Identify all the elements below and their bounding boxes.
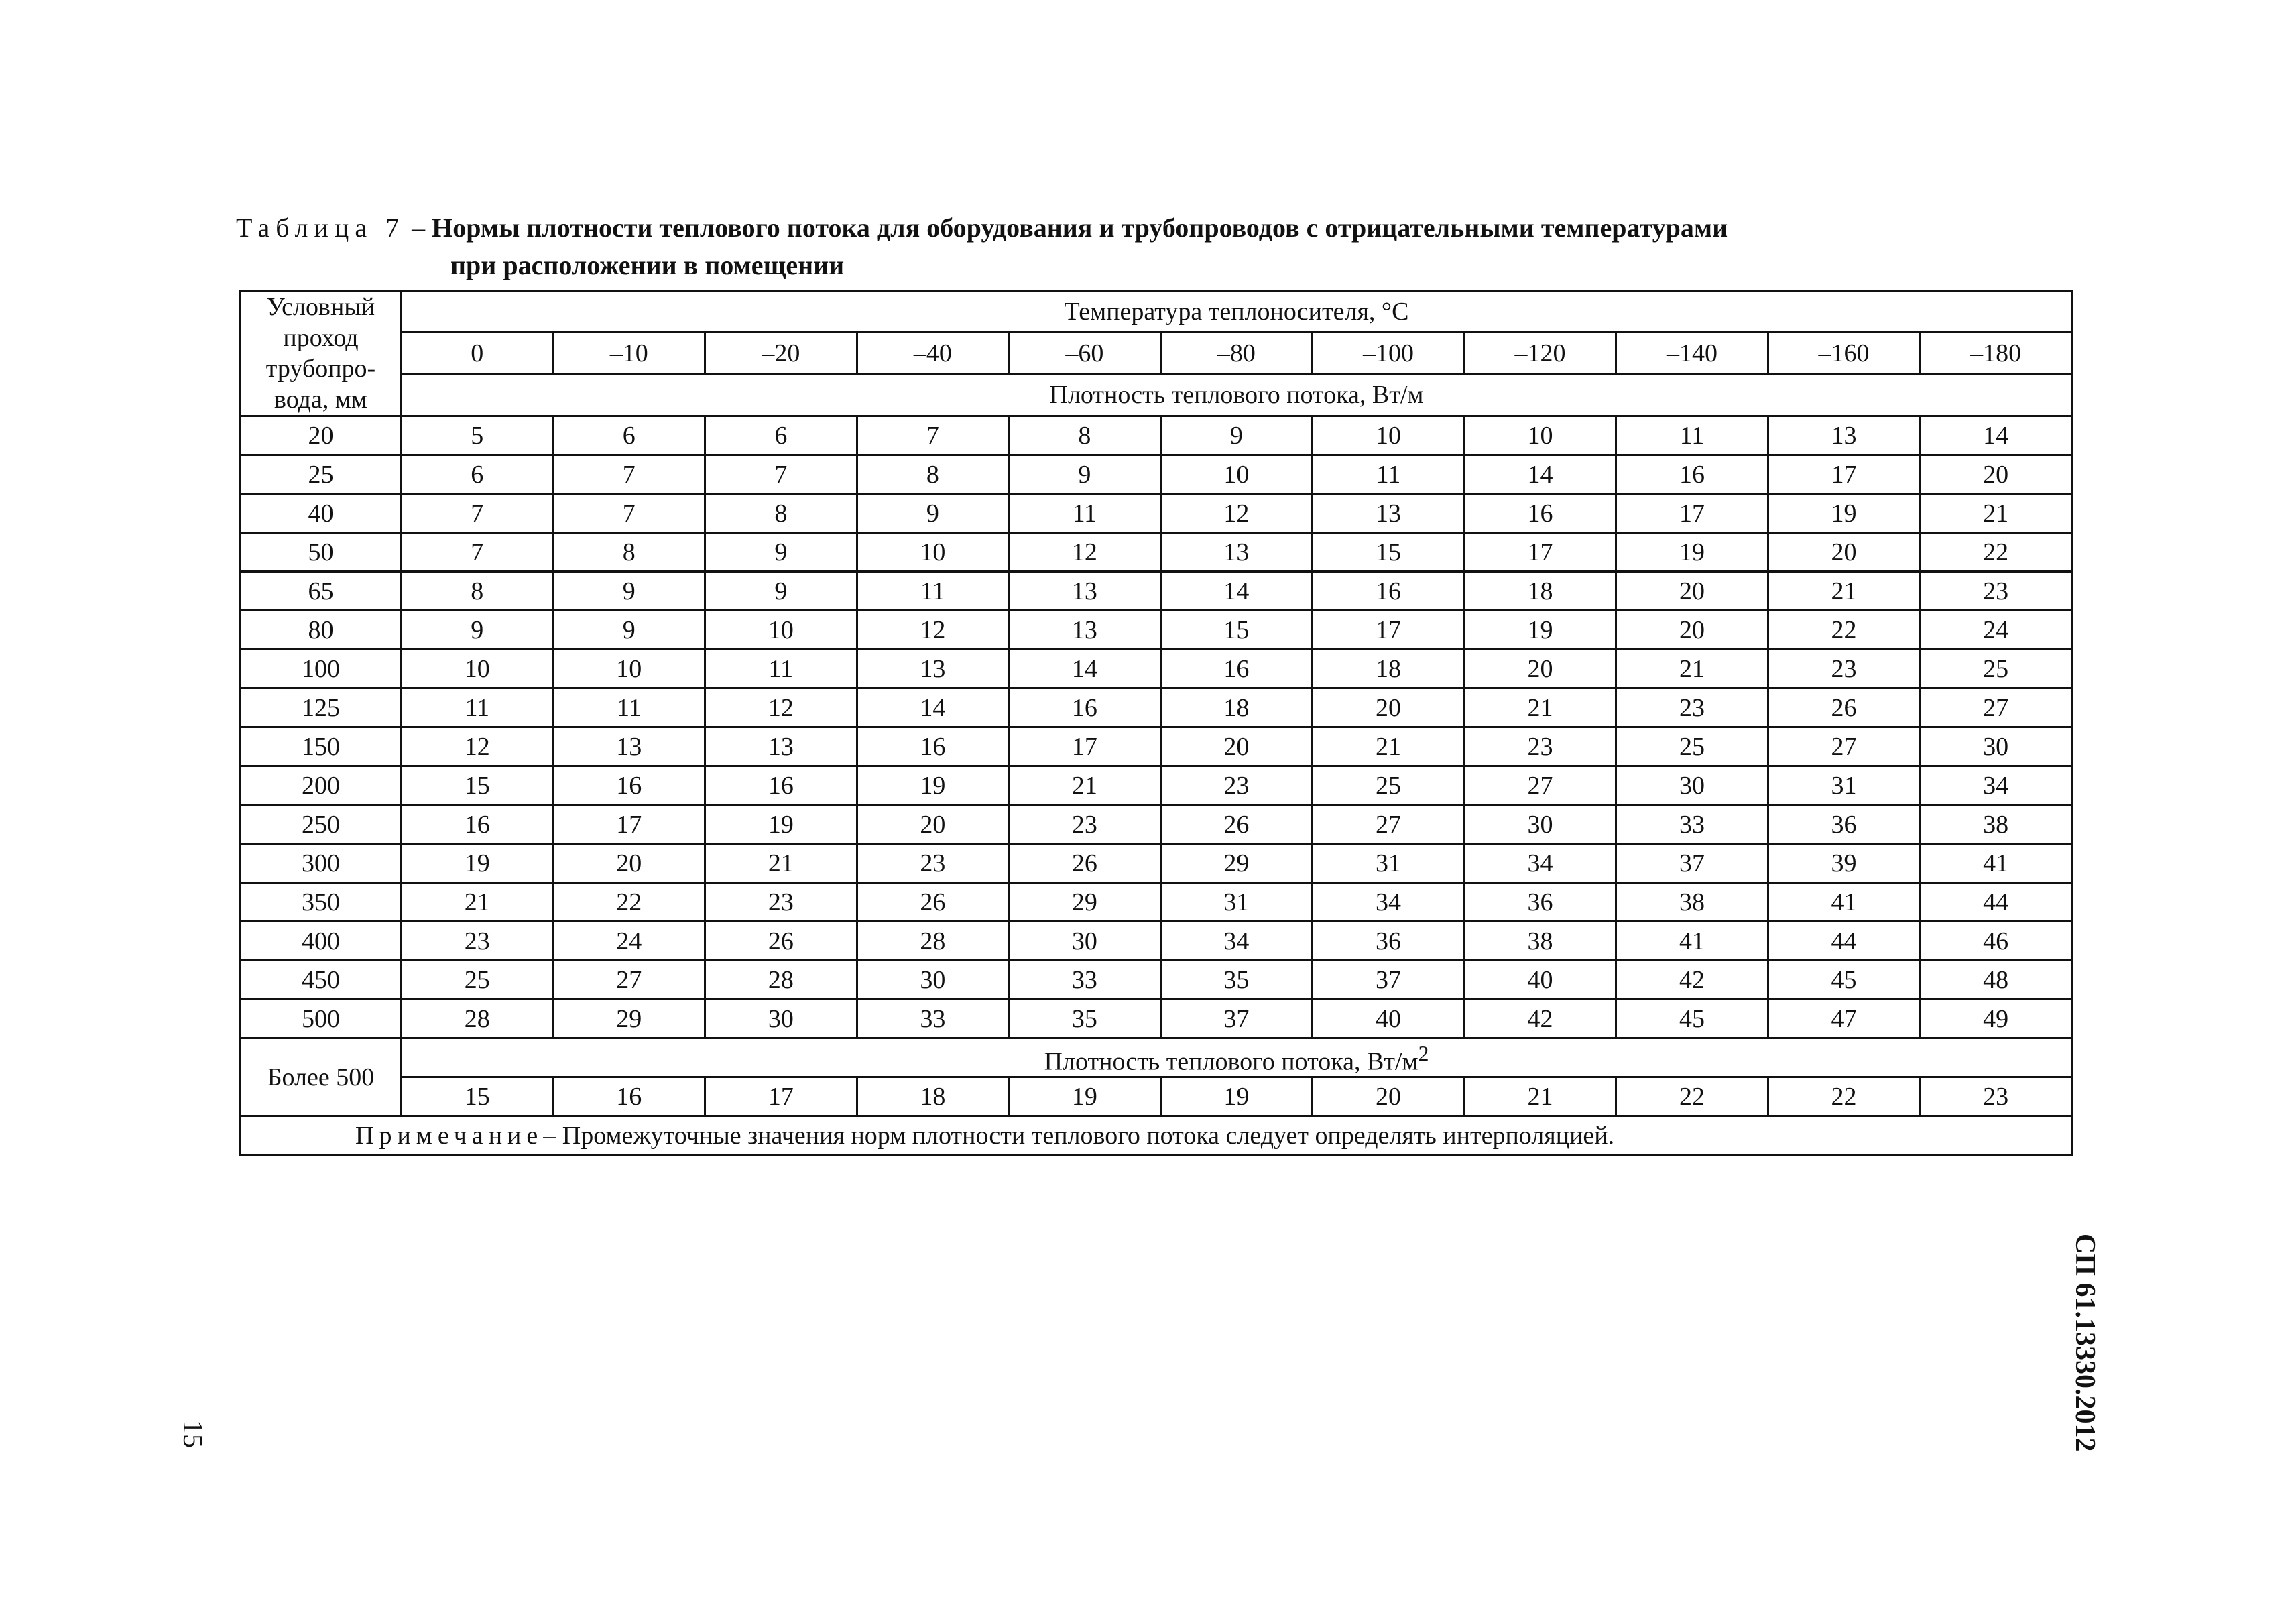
value-cell: 27 bbox=[1920, 688, 2072, 727]
value-cell: 14 bbox=[1160, 572, 1313, 611]
diameter-cell: 250 bbox=[241, 805, 402, 844]
value-cell: 19 bbox=[1768, 494, 1920, 533]
value-cell: 30 bbox=[857, 961, 1009, 1000]
over-value-cell: 18 bbox=[857, 1077, 1009, 1116]
value-cell: 44 bbox=[1920, 883, 2072, 922]
value-cell: 35 bbox=[1160, 961, 1313, 1000]
value-cell: 22 bbox=[553, 883, 705, 922]
value-cell: 27 bbox=[553, 961, 705, 1000]
value-cell: 13 bbox=[1313, 494, 1465, 533]
value-cell: 41 bbox=[1920, 844, 2072, 883]
value-cell: 5 bbox=[402, 416, 554, 455]
value-cell: 11 bbox=[1616, 416, 1768, 455]
table-caption bbox=[236, 209, 1979, 284]
value-cell: 13 bbox=[705, 727, 857, 766]
note-text: – Промежуточные значения норм плотности теплового потока следует определять интерполяцией. bbox=[543, 1121, 1615, 1150]
over-value-cell: 17 bbox=[705, 1077, 857, 1116]
table-row bbox=[241, 844, 2072, 883]
value-cell: 45 bbox=[1616, 1000, 1768, 1038]
value-cell: 36 bbox=[1464, 883, 1616, 922]
caption-title-line1: Нормы плотности теплового потока для оборудования и трубопроводов с отрицательными температурами bbox=[432, 213, 1728, 243]
stub-header-text: Условный проход трубопро-вода, мм bbox=[265, 293, 376, 414]
value-cell: 39 bbox=[1768, 844, 1920, 883]
value-cell: 19 bbox=[857, 766, 1009, 805]
unit-area-text: Плотность теплового потока, Вт/м bbox=[1044, 1047, 1418, 1076]
value-cell: 10 bbox=[553, 650, 705, 688]
value-cell: 9 bbox=[705, 572, 857, 611]
diameter-cell: 500 bbox=[241, 1000, 402, 1038]
value-cell: 30 bbox=[1616, 766, 1768, 805]
value-cell: 16 bbox=[1160, 650, 1313, 688]
value-cell: 12 bbox=[705, 688, 857, 727]
document-code: СП 61.13330.2012 bbox=[2069, 1234, 2100, 1452]
value-cell: 45 bbox=[1768, 961, 1920, 1000]
diameter-cell: 20 bbox=[241, 416, 402, 455]
over-value-cell: 19 bbox=[1160, 1077, 1313, 1116]
value-cell: 30 bbox=[1464, 805, 1616, 844]
value-cell: 35 bbox=[1009, 1000, 1161, 1038]
value-cell: 6 bbox=[402, 455, 554, 494]
value-cell: 11 bbox=[705, 650, 857, 688]
value-cell: 30 bbox=[1920, 727, 2072, 766]
value-cell: 11 bbox=[402, 688, 554, 727]
diameter-cell: 65 bbox=[241, 572, 402, 611]
value-cell: 16 bbox=[1616, 455, 1768, 494]
value-cell: 10 bbox=[1464, 416, 1616, 455]
temp-cell: –40 bbox=[857, 333, 1009, 374]
value-cell: 10 bbox=[1160, 455, 1313, 494]
diameter-cell: 350 bbox=[241, 883, 402, 922]
value-cell: 13 bbox=[1160, 533, 1313, 572]
value-cell: 13 bbox=[553, 727, 705, 766]
value-cell: 17 bbox=[1768, 455, 1920, 494]
heat-flux-table bbox=[239, 290, 2073, 1156]
value-cell: 7 bbox=[705, 455, 857, 494]
value-cell: 30 bbox=[705, 1000, 857, 1038]
temp-cell: –80 bbox=[1160, 333, 1313, 374]
value-cell: 16 bbox=[402, 805, 554, 844]
value-cell: 36 bbox=[1313, 922, 1465, 961]
value-cell: 17 bbox=[553, 805, 705, 844]
caption-dash: – bbox=[405, 213, 432, 243]
value-cell: 21 bbox=[1464, 688, 1616, 727]
over-value-cell: 22 bbox=[1616, 1077, 1768, 1116]
value-cell: 17 bbox=[1313, 611, 1465, 650]
value-cell: 11 bbox=[1313, 455, 1465, 494]
value-cell: 8 bbox=[857, 455, 1009, 494]
value-cell: 12 bbox=[1160, 494, 1313, 533]
value-cell: 26 bbox=[705, 922, 857, 961]
value-cell: 16 bbox=[1009, 688, 1161, 727]
unit-linear-cell: Плотность теплового потока, Вт/м bbox=[402, 374, 2072, 416]
value-cell: 23 bbox=[1768, 650, 1920, 688]
value-cell: 34 bbox=[1160, 922, 1313, 961]
value-cell: 17 bbox=[1464, 533, 1616, 572]
value-cell: 25 bbox=[1920, 650, 2072, 688]
diameter-cell: 200 bbox=[241, 766, 402, 805]
value-cell: 16 bbox=[553, 766, 705, 805]
value-cell: 25 bbox=[1616, 727, 1768, 766]
value-cell: 33 bbox=[1009, 961, 1161, 1000]
value-cell: 36 bbox=[1768, 805, 1920, 844]
diameter-cell: 300 bbox=[241, 844, 402, 883]
value-cell: 33 bbox=[1616, 805, 1768, 844]
value-cell: 14 bbox=[1009, 650, 1161, 688]
value-cell: 6 bbox=[705, 416, 857, 455]
value-cell: 21 bbox=[402, 883, 554, 922]
note-label: Примечание bbox=[355, 1121, 544, 1150]
over-value-cell: 16 bbox=[553, 1077, 705, 1116]
temp-cell: –120 bbox=[1464, 333, 1616, 374]
header-row-temperature bbox=[241, 291, 2072, 333]
caption-title-line2: при расположении в помещении bbox=[450, 250, 845, 280]
value-cell: 8 bbox=[1009, 416, 1161, 455]
over-label-text: Более 500 bbox=[267, 1063, 375, 1091]
value-cell: 14 bbox=[1464, 455, 1616, 494]
value-cell: 21 bbox=[1009, 766, 1161, 805]
value-cell: 28 bbox=[857, 922, 1009, 961]
value-cell: 9 bbox=[553, 572, 705, 611]
value-cell: 37 bbox=[1313, 961, 1465, 1000]
value-cell: 29 bbox=[553, 1000, 705, 1038]
value-cell: 10 bbox=[705, 611, 857, 650]
table-row bbox=[241, 961, 2072, 1000]
diameter-cell: 40 bbox=[241, 494, 402, 533]
temp-cell: –160 bbox=[1768, 333, 1920, 374]
value-cell: 38 bbox=[1616, 883, 1768, 922]
value-cell: 19 bbox=[705, 805, 857, 844]
value-cell: 24 bbox=[1920, 611, 2072, 650]
value-cell: 19 bbox=[1464, 611, 1616, 650]
value-cell: 7 bbox=[402, 533, 554, 572]
value-cell: 23 bbox=[1464, 727, 1616, 766]
over-value-cell: 23 bbox=[1920, 1077, 2072, 1116]
table-row bbox=[241, 416, 2072, 455]
value-cell: 23 bbox=[1009, 805, 1161, 844]
over-value-cell: 19 bbox=[1009, 1077, 1161, 1116]
value-cell: 22 bbox=[1768, 611, 1920, 650]
value-cell: 14 bbox=[857, 688, 1009, 727]
over-label-cell bbox=[241, 1038, 402, 1116]
value-cell: 7 bbox=[402, 494, 554, 533]
value-cell: 26 bbox=[857, 883, 1009, 922]
value-cell: 11 bbox=[857, 572, 1009, 611]
value-cell: 9 bbox=[705, 533, 857, 572]
value-cell: 9 bbox=[857, 494, 1009, 533]
over-value-cell: 15 bbox=[402, 1077, 554, 1116]
value-cell: 31 bbox=[1160, 883, 1313, 922]
value-cell: 38 bbox=[1464, 922, 1616, 961]
value-cell: 25 bbox=[402, 961, 554, 1000]
value-cell: 21 bbox=[1616, 650, 1768, 688]
over-unit-row bbox=[241, 1038, 2072, 1077]
value-cell: 15 bbox=[1313, 533, 1465, 572]
value-cell: 7 bbox=[553, 455, 705, 494]
value-cell: 28 bbox=[705, 961, 857, 1000]
value-cell: 26 bbox=[1009, 844, 1161, 883]
value-cell: 7 bbox=[553, 494, 705, 533]
value-cell: 42 bbox=[1464, 1000, 1616, 1038]
value-cell: 18 bbox=[1313, 650, 1465, 688]
value-cell: 41 bbox=[1616, 922, 1768, 961]
value-cell: 22 bbox=[1920, 533, 2072, 572]
page-number: 15 bbox=[177, 1420, 208, 1448]
value-cell: 28 bbox=[402, 1000, 554, 1038]
value-cell: 7 bbox=[857, 416, 1009, 455]
value-cell: 20 bbox=[1920, 455, 2072, 494]
value-cell: 31 bbox=[1313, 844, 1465, 883]
value-cell: 47 bbox=[1768, 1000, 1920, 1038]
value-cell: 12 bbox=[1009, 533, 1161, 572]
value-cell: 29 bbox=[1160, 844, 1313, 883]
value-cell: 18 bbox=[1464, 572, 1616, 611]
table-row bbox=[241, 455, 2072, 494]
value-cell: 34 bbox=[1464, 844, 1616, 883]
header-row-temps bbox=[241, 333, 2072, 374]
diameter-cell: 50 bbox=[241, 533, 402, 572]
value-cell: 27 bbox=[1768, 727, 1920, 766]
value-cell: 20 bbox=[1160, 727, 1313, 766]
value-cell: 49 bbox=[1920, 1000, 2072, 1038]
table-row bbox=[241, 533, 2072, 572]
value-cell: 20 bbox=[553, 844, 705, 883]
value-cell: 23 bbox=[1616, 688, 1768, 727]
table-row bbox=[241, 805, 2072, 844]
value-cell: 13 bbox=[1009, 611, 1161, 650]
table-row bbox=[241, 572, 2072, 611]
value-cell: 23 bbox=[705, 883, 857, 922]
over-value-cell: 21 bbox=[1464, 1077, 1616, 1116]
temp-cell: –100 bbox=[1313, 333, 1465, 374]
diameter-cell: 125 bbox=[241, 688, 402, 727]
value-cell: 23 bbox=[857, 844, 1009, 883]
value-cell: 8 bbox=[402, 572, 554, 611]
table-row bbox=[241, 650, 2072, 688]
value-cell: 11 bbox=[1009, 494, 1161, 533]
value-cell: 17 bbox=[1616, 494, 1768, 533]
value-cell: 37 bbox=[1160, 1000, 1313, 1038]
value-cell: 10 bbox=[857, 533, 1009, 572]
value-cell: 34 bbox=[1313, 883, 1465, 922]
unit-area-sup: 2 bbox=[1418, 1041, 1429, 1065]
value-cell: 26 bbox=[1768, 688, 1920, 727]
value-cell: 13 bbox=[857, 650, 1009, 688]
value-cell: 13 bbox=[1009, 572, 1161, 611]
value-cell: 20 bbox=[1616, 611, 1768, 650]
temp-cell: –60 bbox=[1009, 333, 1161, 374]
value-cell: 26 bbox=[1160, 805, 1313, 844]
value-cell: 16 bbox=[857, 727, 1009, 766]
value-cell: 16 bbox=[705, 766, 857, 805]
value-cell: 20 bbox=[857, 805, 1009, 844]
value-cell: 27 bbox=[1464, 766, 1616, 805]
value-cell: 9 bbox=[402, 611, 554, 650]
table-row bbox=[241, 727, 2072, 766]
caption-label: Таблица 7 bbox=[236, 213, 406, 243]
table-row bbox=[241, 922, 2072, 961]
over-value-cell: 20 bbox=[1313, 1077, 1465, 1116]
value-cell: 9 bbox=[1009, 455, 1161, 494]
value-cell: 20 bbox=[1464, 650, 1616, 688]
value-cell: 6 bbox=[553, 416, 705, 455]
table-body bbox=[241, 291, 2072, 1155]
value-cell: 19 bbox=[402, 844, 554, 883]
diameter-cell: 450 bbox=[241, 961, 402, 1000]
note-cell bbox=[241, 1116, 2072, 1155]
table-row bbox=[241, 494, 2072, 533]
value-cell: 15 bbox=[402, 766, 554, 805]
diameter-cell: 150 bbox=[241, 727, 402, 766]
table-row bbox=[241, 1000, 2072, 1038]
diameter-cell: 25 bbox=[241, 455, 402, 494]
diameter-cell: 100 bbox=[241, 650, 402, 688]
value-cell: 16 bbox=[1313, 572, 1465, 611]
value-cell: 27 bbox=[1313, 805, 1465, 844]
value-cell: 48 bbox=[1920, 961, 2072, 1000]
value-cell: 19 bbox=[1616, 533, 1768, 572]
value-cell: 31 bbox=[1768, 766, 1920, 805]
value-cell: 23 bbox=[1920, 572, 2072, 611]
value-cell: 41 bbox=[1768, 883, 1920, 922]
temp-cell: –180 bbox=[1920, 333, 2072, 374]
value-cell: 21 bbox=[1313, 727, 1465, 766]
value-cell: 10 bbox=[402, 650, 554, 688]
table-row bbox=[241, 766, 2072, 805]
value-cell: 12 bbox=[402, 727, 554, 766]
value-cell: 11 bbox=[553, 688, 705, 727]
value-cell: 21 bbox=[1768, 572, 1920, 611]
value-cell: 46 bbox=[1920, 922, 2072, 961]
table-row bbox=[241, 611, 2072, 650]
value-cell: 29 bbox=[1009, 883, 1161, 922]
over-value-cell: 22 bbox=[1768, 1077, 1920, 1116]
value-cell: 23 bbox=[402, 922, 554, 961]
stub-header-cell bbox=[241, 291, 402, 416]
value-cell: 20 bbox=[1768, 533, 1920, 572]
value-cell: 9 bbox=[1160, 416, 1313, 455]
value-cell: 20 bbox=[1313, 688, 1465, 727]
value-cell: 21 bbox=[1920, 494, 2072, 533]
value-cell: 44 bbox=[1768, 922, 1920, 961]
diameter-cell: 400 bbox=[241, 922, 402, 961]
temperature-header-cell: Температура теплоносителя, °С bbox=[402, 291, 2072, 333]
table-row bbox=[241, 688, 2072, 727]
value-cell: 21 bbox=[705, 844, 857, 883]
value-cell: 9 bbox=[553, 611, 705, 650]
value-cell: 14 bbox=[1920, 416, 2072, 455]
value-cell: 40 bbox=[1464, 961, 1616, 1000]
note-row bbox=[241, 1116, 2072, 1155]
value-cell: 37 bbox=[1616, 844, 1768, 883]
value-cell: 34 bbox=[1920, 766, 2072, 805]
value-cell: 38 bbox=[1920, 805, 2072, 844]
value-cell: 8 bbox=[553, 533, 705, 572]
value-cell: 16 bbox=[1464, 494, 1616, 533]
value-cell: 15 bbox=[1160, 611, 1313, 650]
value-cell: 12 bbox=[857, 611, 1009, 650]
temp-cell: –10 bbox=[553, 333, 705, 374]
value-cell: 24 bbox=[553, 922, 705, 961]
value-cell: 8 bbox=[705, 494, 857, 533]
value-cell: 30 bbox=[1009, 922, 1161, 961]
value-cell: 23 bbox=[1160, 766, 1313, 805]
temp-cell: –20 bbox=[705, 333, 857, 374]
header-row-unit-linear bbox=[241, 374, 2072, 416]
value-cell: 17 bbox=[1009, 727, 1161, 766]
unit-area-cell bbox=[402, 1038, 2072, 1077]
value-cell: 33 bbox=[857, 1000, 1009, 1038]
value-cell: 13 bbox=[1768, 416, 1920, 455]
value-cell: 25 bbox=[1313, 766, 1465, 805]
diameter-cell: 80 bbox=[241, 611, 402, 650]
value-cell: 10 bbox=[1313, 416, 1465, 455]
value-cell: 40 bbox=[1313, 1000, 1465, 1038]
temp-cell: –140 bbox=[1616, 333, 1768, 374]
over-values-row bbox=[241, 1077, 2072, 1116]
value-cell: 42 bbox=[1616, 961, 1768, 1000]
temp-cell: 0 bbox=[402, 333, 554, 374]
value-cell: 20 bbox=[1616, 572, 1768, 611]
value-cell: 18 bbox=[1160, 688, 1313, 727]
table-row bbox=[241, 883, 2072, 922]
